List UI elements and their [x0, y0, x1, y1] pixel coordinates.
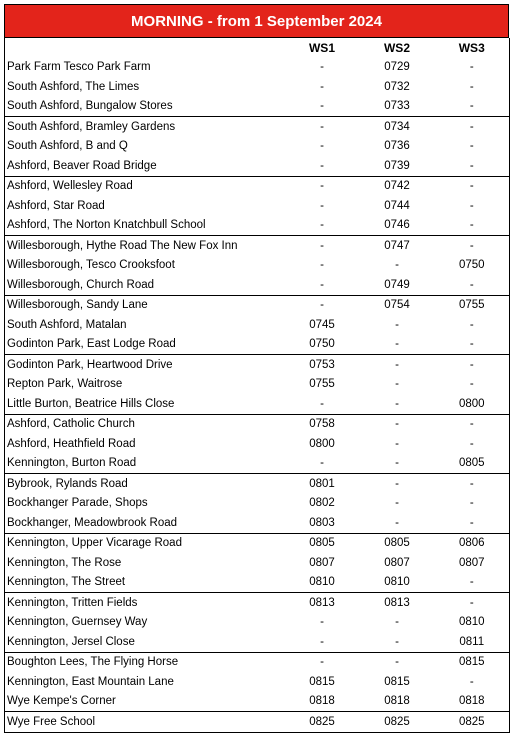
table-row — [5, 474, 510, 494]
table-row — [5, 137, 510, 157]
table-row — [5, 414, 510, 434]
table-row — [5, 295, 510, 315]
ws1-time: - — [320, 259, 324, 272]
ws1-time: - — [285, 236, 360, 256]
ws3-time: 0806 — [435, 533, 510, 553]
stop-name: Kennington, Tritten Fields — [5, 593, 285, 613]
ws1-time: - — [320, 219, 324, 232]
ws2-time: - — [395, 397, 399, 410]
ws3-time: - — [435, 414, 510, 434]
ws2-time: 0734 — [360, 117, 435, 137]
table-row — [5, 712, 510, 733]
stop-name: Wye Kempe's Corner — [7, 695, 116, 708]
stop-name: South Ashford, Matalan — [7, 318, 127, 331]
ws1-time: 0758 — [285, 414, 360, 434]
timetable — [4, 4, 509, 733]
ws2-time: - — [360, 355, 435, 375]
ws3-time: - — [469, 318, 474, 331]
table-row — [5, 513, 510, 533]
ws2-time: - — [395, 497, 399, 510]
table-row — [5, 355, 510, 375]
ws3-time: - — [469, 80, 474, 93]
ws2-time: 0805 — [360, 533, 435, 553]
stop-name: Godinton Park, Heartwood Drive — [5, 355, 285, 375]
header-ws2: WS2 — [383, 40, 410, 55]
table-row — [5, 553, 510, 573]
table-row — [5, 573, 510, 593]
ws2-time: - — [360, 652, 435, 672]
ws2-time: 0729 — [384, 61, 410, 74]
ws1-time: 0818 — [309, 695, 335, 708]
ws2-time: - — [395, 318, 399, 331]
table-row — [5, 117, 510, 137]
ws3-time: 0815 — [435, 652, 510, 672]
ws3-time: - — [435, 593, 510, 613]
ws3-time: - — [469, 100, 474, 113]
ws2-time: - — [360, 414, 435, 434]
ws3-time: - — [469, 516, 474, 529]
ws3-time: 0825 — [435, 712, 510, 733]
ws1-time: 0807 — [309, 556, 335, 569]
ws3-time: 0755 — [435, 295, 510, 315]
header-ws1: WS1 — [308, 40, 335, 55]
ws2-time: 0744 — [384, 199, 410, 212]
table-row — [5, 97, 510, 117]
ws1-time: 0755 — [309, 378, 335, 391]
ws3-time: 0811 — [459, 635, 485, 648]
table-row — [5, 593, 510, 613]
stop-name: Kennington, East Mountain Lane — [7, 675, 174, 688]
ws2-time: 0818 — [384, 695, 410, 708]
ws2-time: 0736 — [384, 140, 410, 153]
ws3-time: - — [435, 117, 510, 137]
ws2-time: 0746 — [384, 219, 410, 232]
stop-name: South Ashford, Bramley Gardens — [5, 117, 285, 137]
ws2-time: 0733 — [384, 100, 410, 113]
ws1-time: - — [320, 61, 324, 74]
ws1-time: - — [285, 117, 360, 137]
stop-name: Kennington, Upper Vicarage Road — [5, 533, 285, 553]
stop-name: South Ashford, The Limes — [7, 80, 140, 93]
table-row — [5, 256, 510, 276]
ws3-time: - — [435, 355, 510, 375]
stop-name: Willesborough, Sandy Lane — [5, 295, 285, 315]
table-row — [5, 77, 510, 97]
ws3-time: - — [469, 675, 474, 688]
table-row — [5, 156, 510, 176]
ws2-time: 0810 — [384, 576, 410, 589]
ws2-time: 0754 — [360, 295, 435, 315]
ws3-time: 0818 — [458, 695, 485, 708]
ws1-time: - — [320, 278, 324, 291]
ws1-time: - — [320, 616, 324, 629]
ws1-time: 0825 — [285, 712, 360, 733]
ws1-time: - — [320, 199, 324, 212]
ws2-time: - — [395, 616, 399, 629]
ws1-time: 0815 — [309, 675, 335, 688]
ws1-time: 0802 — [309, 497, 335, 510]
stop-name: Bybrook, Rylands Road — [5, 474, 285, 494]
stop-name: Repton Park, Waitrose — [7, 378, 123, 391]
table-row — [5, 315, 510, 335]
ws3-time: 0805 — [458, 457, 485, 470]
stop-name: South Ashford, B and Q — [7, 140, 128, 153]
ws1-time: - — [285, 652, 360, 672]
ws1-time: 0810 — [309, 576, 335, 589]
stop-name: Ashford, Star Road — [7, 199, 105, 212]
header-stop — [5, 38, 285, 58]
ws3-time: - — [469, 219, 474, 232]
ws2-time: 0732 — [384, 80, 410, 93]
ws3-time: - — [469, 338, 474, 351]
stop-name: Wye Free School — [5, 712, 285, 733]
ws1-time: - — [320, 397, 324, 410]
stop-name: Kennington, Burton Road — [7, 457, 137, 470]
stop-name: Willesborough, Church Road — [7, 278, 155, 291]
ws1-time: - — [320, 100, 324, 113]
ws3-time: 0807 — [458, 556, 485, 569]
stop-name: Ashford, Heathfield Road — [7, 437, 136, 450]
ws2-time: - — [395, 516, 399, 529]
table-row — [5, 652, 510, 672]
table-row — [5, 196, 510, 216]
timetable-title: MORNING - from 1 September 2024 — [4, 4, 509, 38]
ws2-time: - — [395, 378, 399, 391]
ws1-time: - — [320, 457, 324, 470]
ws1-time: 0803 — [309, 516, 335, 529]
stop-name: South Ashford, Bungalow Stores — [7, 100, 173, 113]
ws2-time: 0749 — [384, 278, 410, 291]
ws3-time: - — [469, 497, 474, 510]
ws3-time: - — [469, 61, 474, 74]
table-row — [5, 216, 510, 236]
table-row — [5, 236, 510, 256]
stop-name: Kennington, The Rose — [7, 556, 122, 569]
ws2-time: 0747 — [360, 236, 435, 256]
table-row — [5, 434, 510, 454]
ws2-time: - — [395, 457, 399, 470]
table-row — [5, 533, 510, 553]
ws1-time: 0801 — [285, 474, 360, 494]
ws1-time: 0753 — [285, 355, 360, 375]
ws2-time: - — [395, 338, 399, 351]
stop-name: Bockhanger Parade, Shops — [7, 497, 148, 510]
ws2-time: 0739 — [384, 159, 410, 172]
table-row — [5, 613, 510, 633]
ws3-time: - — [469, 159, 474, 172]
table-row — [5, 375, 510, 395]
stop-name: Kennington, Guernsey Way — [7, 616, 148, 629]
ws1-time: 0813 — [285, 593, 360, 613]
table-row — [5, 58, 510, 78]
ws2-time: 0825 — [360, 712, 435, 733]
ws2-time: 0742 — [360, 176, 435, 196]
table-row — [5, 335, 510, 355]
table-row — [5, 494, 510, 514]
stop-name: Kennington, The Street — [7, 576, 126, 589]
stop-name: Kennington, Jersel Close — [7, 635, 135, 648]
ws1-time: 0800 — [309, 437, 335, 450]
ws2-time: - — [360, 474, 435, 494]
ws1-time: - — [285, 176, 360, 196]
stop-name: Willesborough, Hythe Road The New Fox Inn — [5, 236, 285, 256]
header-ws3: WS3 — [458, 40, 485, 55]
stop-name: Ashford, The Norton Knatchbull School — [7, 219, 206, 232]
ws3-time: 0800 — [458, 397, 485, 410]
ws1-time: 0745 — [309, 318, 335, 331]
ws3-time: - — [469, 199, 474, 212]
stop-name: Boughton Lees, The Flying Horse — [5, 652, 285, 672]
ws1-time: - — [285, 295, 360, 315]
ws3-time: - — [435, 474, 510, 494]
table-row — [5, 176, 510, 196]
ws2-time: - — [395, 259, 399, 272]
stop-name: Godinton Park, East Lodge Road — [7, 338, 176, 351]
ws3-time: - — [469, 576, 474, 589]
ws2-time: - — [395, 437, 399, 450]
ws1-time: - — [320, 159, 324, 172]
ws3-time: 0750 — [458, 259, 485, 272]
ws2-time: 0813 — [360, 593, 435, 613]
stop-name: Ashford, Beaver Road Bridge — [7, 159, 157, 172]
ws1-time: 0750 — [309, 338, 335, 351]
stop-name: Little Burton, Beatrice Hills Close — [7, 397, 175, 410]
ws3-time: - — [469, 140, 474, 153]
ws2-time: 0815 — [384, 675, 410, 688]
ws3-time: 0810 — [458, 616, 485, 629]
table-row — [5, 692, 510, 712]
ws3-time: - — [435, 176, 510, 196]
ws2-time: 0807 — [384, 556, 410, 569]
ws3-time: - — [469, 437, 474, 450]
stop-name: Ashford, Wellesley Road — [5, 176, 285, 196]
ws1-time: 0805 — [285, 533, 360, 553]
table-row — [5, 275, 510, 295]
ws2-time: - — [395, 635, 399, 648]
ws3-time: - — [469, 278, 474, 291]
stop-name: Ashford, Catholic Church — [5, 414, 285, 434]
table-row — [5, 454, 510, 474]
table-row — [5, 672, 510, 692]
header-row — [5, 38, 510, 58]
ws1-time: - — [320, 635, 324, 648]
table-row — [5, 394, 510, 414]
ws3-time: - — [435, 236, 510, 256]
timetable-table — [4, 38, 510, 733]
stop-name: Bockhanger, Meadowbrook Road — [7, 516, 178, 529]
ws3-time: - — [469, 378, 474, 391]
stop-name: Willesborough, Tesco Crooksfoot — [7, 259, 175, 272]
stop-name: Park Farm Tesco Park Farm — [7, 61, 151, 74]
ws1-time: - — [320, 140, 324, 153]
table-row — [5, 632, 510, 652]
ws1-time: - — [320, 80, 324, 93]
timetable-body — [5, 58, 510, 733]
